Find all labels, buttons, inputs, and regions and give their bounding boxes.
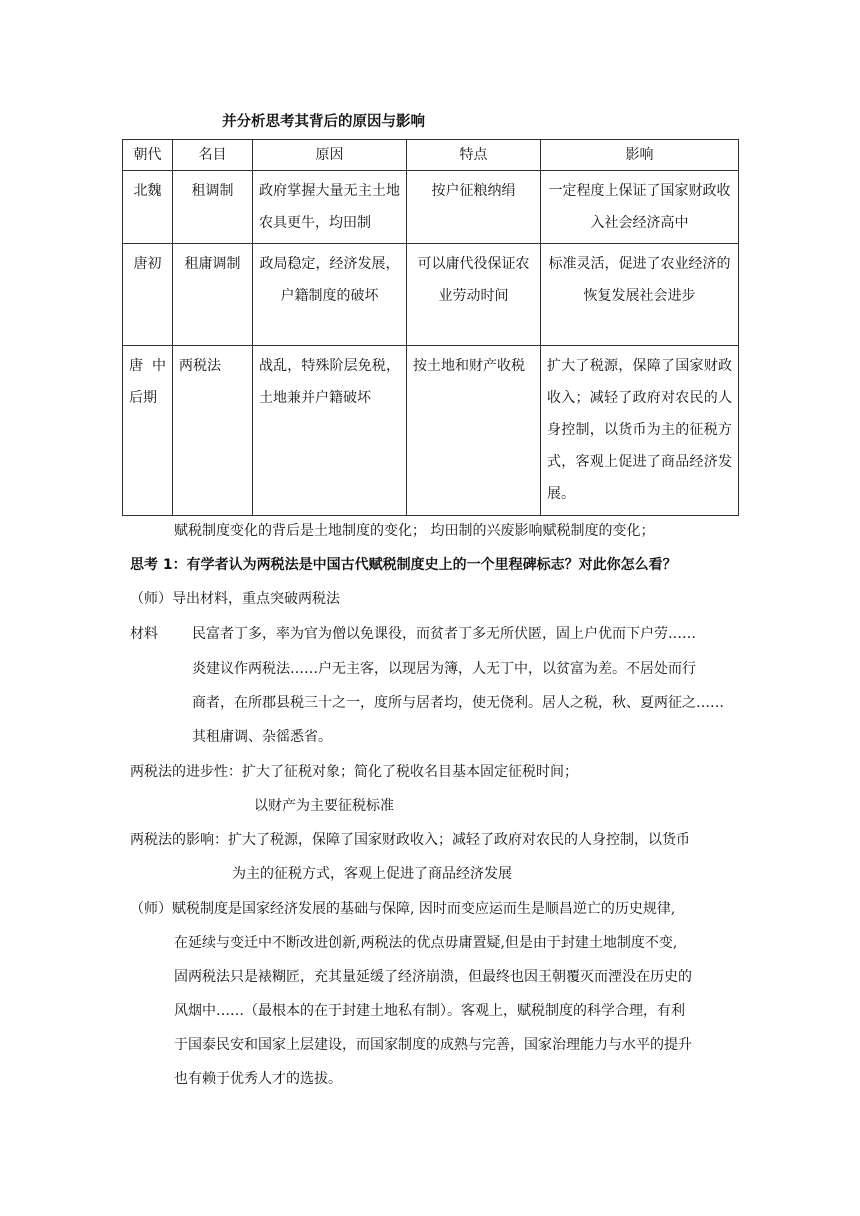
material-line: 民富者丁多，率为官为僧以免课役，而贫者丁多无所伏匿，固上户优而下户劳…… bbox=[192, 626, 696, 642]
cell-name: 租调制 bbox=[173, 171, 253, 244]
think-question-1: 思考 1：有学者认为两税法是中国古代赋税制度史上的一个里程碑标志？对此你怎么看？ bbox=[130, 557, 677, 573]
table-header-row bbox=[123, 140, 739, 171]
cell-reason: 政府掌握大量无主土地农具更牛，均田制 bbox=[253, 171, 407, 244]
header-name: 名目 bbox=[173, 140, 253, 171]
header-dynasty: 朝代 bbox=[123, 140, 173, 171]
material-line: 炎建议作两税法……户无主客，以现居为簿，人无丁中，以贫富为差。不居处而行 bbox=[192, 661, 696, 677]
teacher-note-2-line: 于国泰民安和国家上层建设，而国家制度的成熟与完善，国家治理能力与水平的提升 bbox=[174, 1037, 692, 1053]
table-row bbox=[123, 171, 739, 244]
cell-name: 租庸调制 bbox=[173, 244, 253, 346]
influence-line: 为主的征税方式，客观上促进了商品经济发展 bbox=[232, 866, 512, 882]
cell-feature: 按土地和财产收税 bbox=[407, 346, 541, 516]
progress-line: 两税法的进步性：扩大了征税对象；简化了税收名目基本固定征税时间； bbox=[130, 764, 578, 780]
material-line: 商者，在所郡县税三十之一，度所与居者均，使无侥利。居人之税，秋、夏两征之…… bbox=[192, 695, 724, 711]
material-line: 其租庸调、杂徭悉省。 bbox=[192, 729, 332, 745]
teacher-note-2-line: 在延续与变迁中不断改进创新,两税法的优点毋庸置疑,但是由于封建土地制度不变, bbox=[174, 935, 678, 951]
summary-text: 赋税制度变化的背后是土地制度的变化； 均田制的兴废影响赋税制度的变化； bbox=[174, 523, 655, 539]
cell-impact: 扩大了税源，保障了国家财政收入；减轻了政府对农民的人身控制，以货币为主的征税方式，客观上促进了商品经济发展。 bbox=[541, 346, 739, 516]
cell-dynasty: 唐初 bbox=[123, 244, 173, 346]
cell-reason: 政局稳定，经济发展，户籍制度的破坏 bbox=[253, 244, 407, 346]
tax-system-table bbox=[122, 139, 739, 516]
cell-feature: 按户征粮纳绢 bbox=[407, 171, 541, 244]
progress-line: 以财产为主要征税标准 bbox=[254, 798, 394, 814]
table-row bbox=[123, 346, 739, 516]
section-subtitle: 并分析思考其背后的原因与影响 bbox=[222, 114, 425, 130]
material-label: 材料 bbox=[130, 626, 158, 642]
cell-impact: 一定程度上保证了国家财政收入社会经济高中 bbox=[541, 171, 739, 244]
cell-impact: 标准灵活，促进了农业经济的恢复发展社会进步 bbox=[541, 244, 739, 346]
header-feature: 特点 bbox=[407, 140, 541, 171]
header-reason: 原因 bbox=[253, 140, 407, 171]
teacher-note-2-line: 也有赖于优秀人才的选拔。 bbox=[174, 1071, 342, 1087]
teacher-note-1: （师）导出材料，重点突破两税法 bbox=[130, 591, 340, 607]
header-impact: 影响 bbox=[541, 140, 739, 171]
teacher-note-2-line: 固两税法只是裱糊匠，充其量延缓了经济崩溃，但最终也因王朝覆灭而湮没在历史的 bbox=[174, 969, 692, 985]
teacher-note-2-line: 风烟中……（最根本的在于封建土地私有制）。客观上，赋税制度的科学合理，有利 bbox=[174, 1003, 685, 1019]
cell-dynasty: 北魏 bbox=[123, 171, 173, 244]
table-row bbox=[123, 244, 739, 346]
influence-line: 两税法的影响：扩大了税源，保障了国家财政收入；减轻了政府对农民的人身控制，以货币 bbox=[130, 832, 690, 848]
cell-feature: 可以庸代役保证农业劳动时间 bbox=[407, 244, 541, 346]
cell-reason: 战乱，特殊阶层免税，土地兼并户籍破坏 bbox=[253, 346, 407, 516]
cell-name: 两税法 bbox=[173, 346, 253, 516]
cell-dynasty: 唐中后期 bbox=[123, 346, 173, 516]
teacher-note-2-line: （师）赋税制度是国家经济发展的基础与保障, 因时而变应运而生是顺昌逆亡的历史规律, bbox=[130, 901, 676, 917]
